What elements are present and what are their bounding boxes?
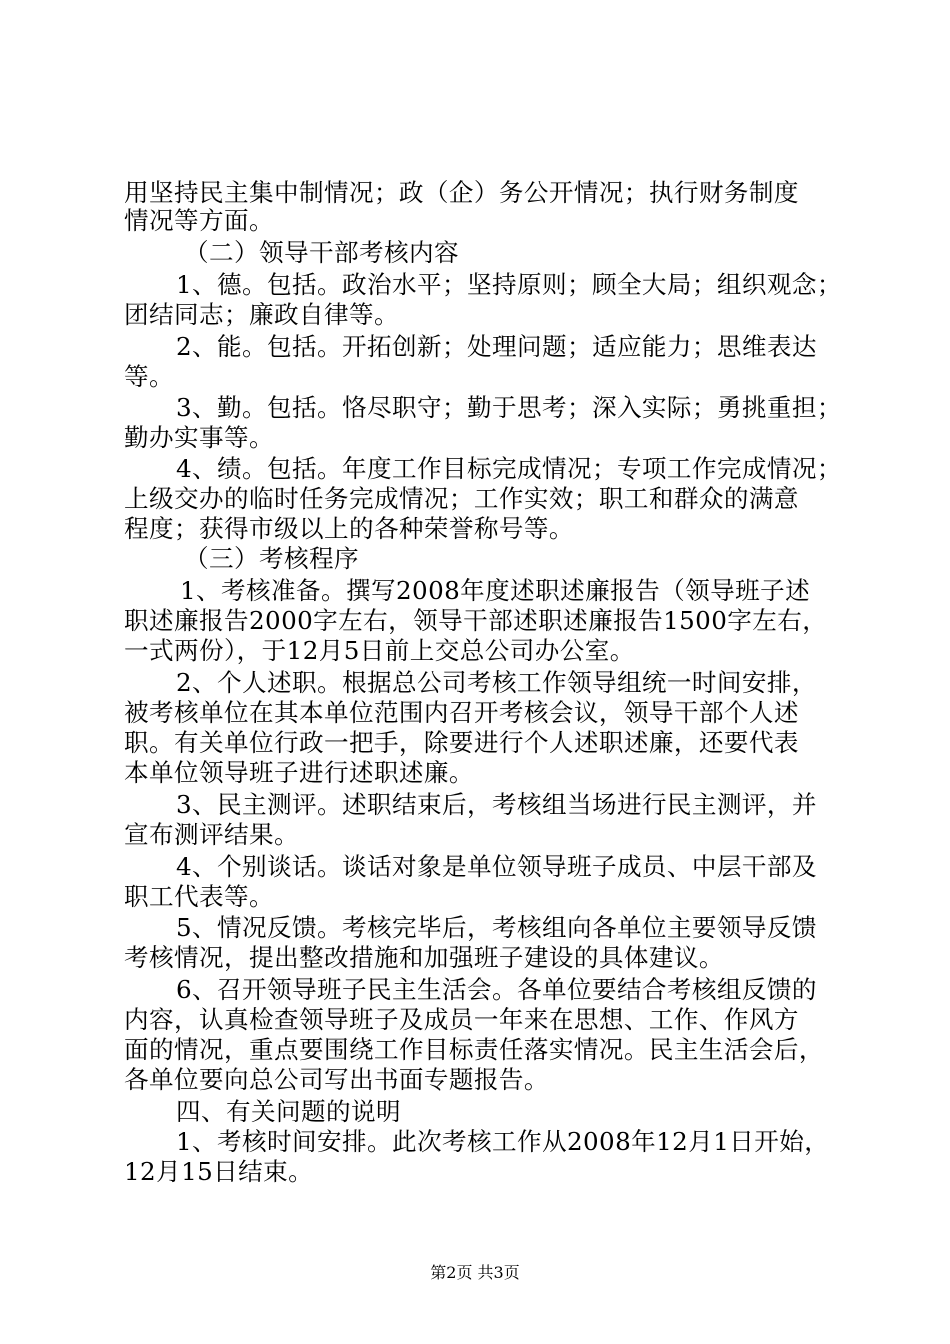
paragraph-line: 4、绩。包括。年度工作目标完成情况；专项工作完成情况；: [176, 454, 842, 483]
paragraph-line: 内容，认真检查领导班子及成员一年来在思想、工作、作风方: [124, 1005, 799, 1034]
paragraph-line: 宣布测评结果。: [124, 820, 299, 849]
paragraph-line: 职。有关单位行政一把手，除要进行个人述职述廉，还要代表: [124, 728, 799, 757]
paragraph-line: 1、考核时间安排。此次考核工作从2008年12月1日开始，: [176, 1127, 830, 1156]
paragraph-line: 1、德。包括。政治水平；坚持原则；顾全大局；组织观念；: [176, 270, 842, 299]
paragraph-line: 面的情况，重点要围绕工作目标责任落实情况。民主生活会后，: [124, 1035, 824, 1064]
paragraph-line: 被考核单位在其本单位范围内召开考核会议，领导干部个人述: [124, 698, 799, 727]
paragraph-line: 用坚持民主集中制情况；政（企）务公开情况；执行财务制度: [124, 178, 799, 207]
paragraph-line: 职述廉报告2000字左右，领导干部述职述廉报告1500字左右，: [124, 606, 828, 635]
paragraph-line: 情况等方面。: [124, 206, 274, 235]
paragraph-line: 3、民主测评。述职结束后，考核组当场进行民主测评，并: [176, 790, 817, 819]
paragraph-line: 6、召开领导班子民主生活会。各单位要结合考核组反馈的: [176, 975, 817, 1004]
paragraph-line: 程度；获得市级以上的各种荣誉称号等。: [124, 514, 574, 543]
paragraph-line: 12月15日结束。: [124, 1157, 314, 1186]
paragraph-line: 4、个别谈话。谈话对象是单位领导班子成员、中层干部及: [176, 852, 817, 881]
section-heading: （二）领导干部考核内容: [184, 238, 459, 267]
paragraph-line: 考核情况，提出整改措施和加强班子建设的具体建议。: [124, 943, 724, 972]
paragraph-line: 5、情况反馈。考核完毕后，考核组向各单位主要领导反馈: [176, 913, 817, 942]
paragraph-line: 3、勤。包括。恪尽职守；勤于思考；深入实际；勇挑重担；: [176, 393, 842, 422]
section-heading: 四、有关问题的说明: [176, 1097, 401, 1126]
paragraph-line: 等。: [124, 362, 174, 391]
paragraph-line: 团结同志；廉政自律等。: [124, 300, 399, 329]
paragraph-line: 1、考核准备。撰写2008年度述职述廉报告（领导班子述: [180, 576, 811, 605]
paragraph-line: 2、能。包括。开拓创新；处理问题；适应能力；思维表达: [176, 332, 817, 361]
paragraph-line: 一式两份），于12月5日前上交总公司办公室。: [124, 636, 635, 665]
section-heading: （三）考核程序: [184, 544, 359, 573]
paragraph-line: 上级交办的临时任务完成情况；工作实效；职工和群众的满意: [124, 484, 799, 513]
paragraph-line: 2、个人述职。根据总公司考核工作领导组统一时间安排，: [176, 668, 817, 697]
page-number-footer: 第2页 共3页: [430, 1263, 520, 1282]
paragraph-line: 勤办实事等。: [124, 423, 274, 452]
paragraph-line: 本单位领导班子进行述职述廉。: [124, 758, 474, 787]
paragraph-line: 各单位要向总公司写出书面专题报告。: [124, 1065, 549, 1094]
paragraph-line: 职工代表等。: [124, 882, 274, 911]
